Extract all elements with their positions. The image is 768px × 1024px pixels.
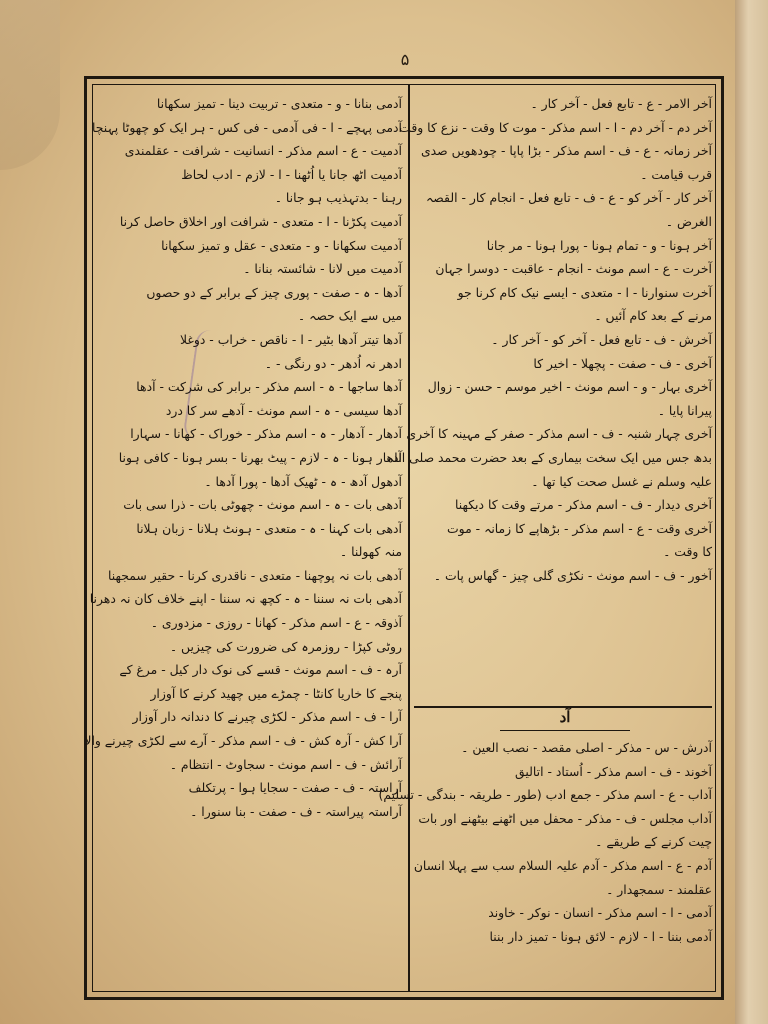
dictionary-line: کا وقت ۔ [663,544,712,560]
dictionary-line: عقلمند - سمجھدار ۔ [606,881,712,897]
dictionary-line: آدمیت - ع - اسم مذکر - انسانیت - شرافت - عقلمندی [124,143,402,159]
dictionary-line: آدرش - س - مذکر - اصلی مقصد - نصب العین ۔ [461,740,712,755]
section-heading: آد [500,708,630,731]
dictionary-line: آداب - ع - اسم مذکر - جمع ادب (طور - طریقہ - بندگی - تسلیم) [378,787,712,803]
dictionary-line: آدھار - آدھار - ہ - اسم مذکر - خوراک - کھانا - سہارا [130,426,402,442]
dictionary-line: آرائش - ف - اسم مونث - سجاوٹ - انتظام ۔ [169,756,402,772]
dictionary-line: علیہ وسلم نے غسل صحت کیا تھا ۔ [531,473,712,489]
dictionary-line: آخرت - ع - اسم مونث - انجام - عاقبت - دوسرا جہان [435,261,712,277]
dictionary-line: آدمی بنانا - و - متعدی - تربیت دینا - تمیز سکھانا [156,96,402,111]
dictionary-line: بدھ جس میں ایک سخت بیماری کے بعد حضرت محمد صلی اللہ [386,449,712,465]
dictionary-line: آخری - ف - صفت - پچھلا - اخیر کا [533,355,712,371]
dictionary-line: آدمی - ا - اسم مذکر - انسان - نوکر - خاوند [488,905,712,921]
right-column-lower [378,736,712,986]
dictionary-line: رہنا - بدتہذیب ہو جانا ۔ [274,190,402,206]
dictionary-line: روٹی کپڑا - روزمرہ کی ضرورت کی چیزیں ۔ [169,638,402,654]
dictionary-line: آدمیت پکڑنا - ا - متعدی - شرافت اور اخلاق حاصل کرنا [119,213,402,229]
dictionary-line: آدھول آدھ - ہ - ٹھیک آدھا - پورا آدھا ۔ [204,473,402,489]
dictionary-line: آدھا سیسی - ہ - اسم مونث - آدھے سر کا درد [165,402,402,418]
dictionary-line: الغرض ۔ [665,213,712,229]
dictionary-line: آدمیت میں لانا - شائستہ بنانا ۔ [243,261,402,277]
dictionary-line: آدم - ع - اسم مذکر - آدم علیہ السلام سب سے پہلا انسان [413,857,712,873]
dictionary-line: آدمی بننا - ا - لازم - لائق ہونا - تمیز دار بننا [489,928,712,944]
dictionary-line: آذوقہ - ع - اسم مذکر - کھانا - روزی - مزدوری ۔ [150,615,402,631]
dictionary-line: آخوند - ف - اسم مذکر - اُستاد - اتالیق [515,763,712,779]
dictionary-line: آدمیت سکھانا - و - متعدی - عقل و تمیز سکھانا [161,237,402,253]
dictionary-line: آخر کار - آخر کو - ع - ف - تابع فعل - انجام کار - القصہ [426,190,712,206]
dictionary-line: منہ کھولنا ۔ [339,544,402,560]
dictionary-line: آخری دیدار - ف - اسم مذکر - مرتے وقت کا دیکھنا [454,497,712,513]
dictionary-line: آخر ہونا - و - تمام ہونا - پورا ہونا - مر جانا [486,237,712,253]
dictionary-line: آراستہ پیراستہ - ف - صفت - بنا سنورا ۔ [190,803,402,819]
dictionary-line: آخر زمانہ - ع - ف - اسم مذکر - بڑا پاپا - چودھویں صدی [420,143,712,159]
page-number: ۵ [400,50,410,69]
dictionary-line: آدھا - ہ - صفت - پوری چیز کے برابر کے دو حصوں [146,284,402,300]
dictionary-line: آراستہ - ف - صفت - سجایا ہوا - پرتکلف [188,780,402,796]
dictionary-line: ادھر نہ اُدھر - دو رنگی - ۔ [264,355,402,371]
dictionary-line: آخر دم - آخر دم - ا - اسم مذکر - موت کا وقت - نزع کا وقت [399,119,712,135]
dictionary-line: آدمی پہچے - ا - فی آدمی - فی کس - ہر ایک کو چھوٹا پہنچا [91,119,402,135]
dictionary-line: قرب قیامت ۔ [640,166,712,182]
dictionary-line: آدھی بات - ہ - اسم مونث - چھوٹی بات - ذرا سی بات [123,497,402,513]
dictionary-line: آرہ - ف - اسم مونث - قسے کی نوک دار کیل - مرغ کے [119,662,402,678]
dictionary-line: آخری بہار - و - اسم مونث - اخیر موسم - حسن - زوال [427,379,712,395]
dictionary-line: آدھا تیتر آدھا بٹیر - ا - ناقص - خراب - دوغلا [179,331,402,347]
column-divider [408,84,410,992]
dictionary-line: آرا - ف - اسم مذکر - لکڑی چیرنے کا دندانہ دار آوزار [132,709,402,725]
dictionary-line: آخرش - ف - تابع فعل - آخر کو - آخر کار ۔ [491,331,712,347]
dictionary-line: آدھی بات نہ پوچھنا - متعدی - ناقدری کرنا - حقیر سمجھنا [107,567,402,583]
dictionary-line: آخرت سنوارنا - ا - متعدی - ایسے نیک کام کرنا جو [457,284,712,300]
left-column [84,92,402,982]
dictionary-line: آخور - ف - اسم مونث - نکڑی گلی چیز - گھاس پات ۔ [433,567,712,583]
dictionary-line: مرنے کے بعد کام آئیں ۔ [594,308,712,324]
dictionary-line: آخری وقت - ع - اسم مذکر - بڑھاپے کا زمانہ - موت [447,520,712,536]
dictionary-line: آخری چہار شنبہ - ف - اسم مذکر - صفر کے مہینہ کا آخری [406,426,712,442]
dictionary-line: پنجے کا خاریا کانٹا - چمڑے میں چھید کرنے کا آوزار [150,685,402,701]
right-column [386,92,712,692]
dictionary-line: میں سے ایک حصہ ۔ [297,308,402,324]
dictionary-line: چیت کرنے کے طریقے ۔ [595,834,712,850]
dictionary-line: آدھا ساجھا - ہ - اسم مذکر - برابر کی شرکت - آدھا [136,379,402,395]
dictionary-line: پیرانا پایا ۔ [657,402,712,418]
dictionary-line: آخر الامر - ع - تابع فعل - آخر کار ۔ [530,96,712,111]
adjacent-page-edge [735,0,768,1024]
dictionary-line: آدھی بات کہنا - ہ - متعدی - ہونٹ ہلانا - زبان ہلانا [136,520,402,536]
dictionary-line: آداب مجلس - ف - مذکر - محفل میں اٹھنے بیٹھنے اور بات [418,810,712,826]
dictionary-line: آرا کش - آرہ کش - ف - اسم مذکر - آرے سے لکڑی چیرنے والا [84,733,402,749]
dictionary-line: آدمیت اٹھ جانا یا اُٹھنا - ا - لازم - ادب لحاظ [181,166,402,182]
dictionary-line: آدھی بات نہ سننا - ہ - کچھ نہ سننا - اپنے خلاف کان نہ دھرنا [89,591,402,607]
dictionary-line: آدھار ہونا - ہ - لازم - پیٹ بھرنا - بسر ہونا - کافی ہونا [118,449,402,465]
